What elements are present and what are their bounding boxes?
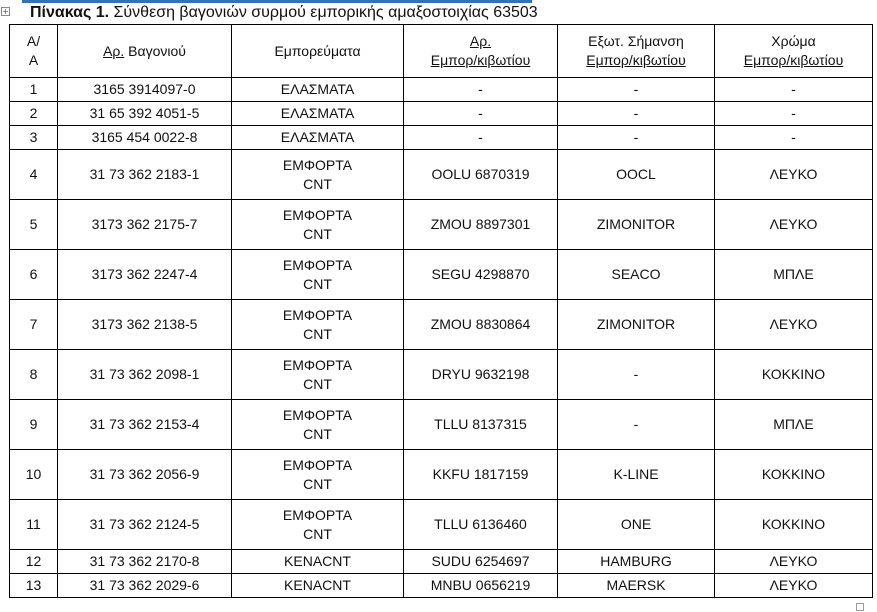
cell-wagon: 31 73 362 2183-1 xyxy=(58,150,232,200)
cell-container: KKFU 1817159 xyxy=(404,450,558,500)
cell-color: ΛΕΥΚΟ xyxy=(715,574,873,598)
cell-marking: K-LINE xyxy=(558,450,715,500)
caption-text: Σύνθεση βαγονιών συρμού εμπορικής αμαξοστοιχίας 63503 xyxy=(113,4,538,21)
cell-container: OOLU 6870319 xyxy=(404,150,558,200)
table-row xyxy=(10,450,873,500)
cell-color: ΛΕΥΚΟ xyxy=(715,300,873,350)
cell-wagon: 3173 362 2138-5 xyxy=(58,300,232,350)
header-container-number: Αρ. Εμπορ/κιβωτίου xyxy=(404,25,558,78)
cell-container: - xyxy=(404,126,558,150)
cell-marking: - xyxy=(558,350,715,400)
cell-aa: 11 xyxy=(10,500,58,550)
cell-marking: ONE xyxy=(558,500,715,550)
cell-wagon: 31 73 362 2153-4 xyxy=(58,400,232,450)
cell-color: ΜΠΛΕ xyxy=(715,250,873,300)
cell-wagon: 3165 3914097-0 xyxy=(58,78,232,102)
cell-wagon: 3173 362 2175-7 xyxy=(58,200,232,250)
cell-goods: ΕΛΑΣΜΑΤΑ xyxy=(232,78,404,102)
cell-color: ΚΟΚΚΙΝΟ xyxy=(715,350,873,400)
cell-goods: ΕΜΦΟΡΤΑ CNT xyxy=(232,500,404,550)
cell-wagon: 31 73 362 2056-9 xyxy=(58,450,232,500)
cell-aa: 9 xyxy=(10,400,58,450)
cell-marking: SEACO xyxy=(558,250,715,300)
table-row xyxy=(10,126,873,150)
cell-marking: OOCL xyxy=(558,150,715,200)
cell-container: - xyxy=(404,78,558,102)
cell-goods: KENACNT xyxy=(232,550,404,574)
table-body xyxy=(10,78,873,598)
cell-marking: ZIMONITOR xyxy=(558,200,715,250)
table-row xyxy=(10,350,873,400)
cell-color: - xyxy=(715,126,873,150)
cell-container: MNBU 0656219 xyxy=(404,574,558,598)
table-row xyxy=(10,500,873,550)
cell-color: ΛΕΥΚΟ xyxy=(715,200,873,250)
table-move-handle[interactable]: + xyxy=(2,7,9,16)
cell-marking: MAERSK xyxy=(558,574,715,598)
cell-aa: 6 xyxy=(10,250,58,300)
cell-goods: ΕΛΑΣΜΑΤΑ xyxy=(232,102,404,126)
header-container-color: Χρώμα Εμπορ/κιβωτίου xyxy=(715,25,873,78)
cell-wagon: 3165 454 0022-8 xyxy=(58,126,232,150)
cell-marking: - xyxy=(558,78,715,102)
cell-aa: 13 xyxy=(10,574,58,598)
cell-wagon: 31 73 362 2029-6 xyxy=(58,574,232,598)
cell-color: ΚΟΚΚΙΝΟ xyxy=(715,450,873,500)
header-aa: Α/ Α xyxy=(10,25,58,78)
table-header-row xyxy=(10,25,873,78)
cell-aa: 2 xyxy=(10,102,58,126)
header-goods: Εμπορεύματα xyxy=(232,25,404,78)
cell-goods: ΕΜΦΟΡΤΑ CNT xyxy=(232,150,404,200)
cell-container: TLLU 8137315 xyxy=(404,400,558,450)
cell-wagon: 3173 362 2247-4 xyxy=(58,250,232,300)
cell-marking: - xyxy=(558,400,715,450)
cell-marking: - xyxy=(558,102,715,126)
cell-wagon: 31 73 362 2124-5 xyxy=(58,500,232,550)
cell-aa: 1 xyxy=(10,78,58,102)
table-resize-handle[interactable] xyxy=(856,603,864,611)
cell-goods: ΕΛΑΣΜΑΤΑ xyxy=(232,126,404,150)
cell-color: ΚΟΚΚΙΝΟ xyxy=(715,500,873,550)
table-row xyxy=(10,150,873,200)
table-row xyxy=(10,250,873,300)
cell-color: ΛΕΥΚΟ xyxy=(715,550,873,574)
cell-container: DRYU 9632198 xyxy=(404,350,558,400)
cell-container: SEGU 4298870 xyxy=(404,250,558,300)
cell-aa: 10 xyxy=(10,450,58,500)
cell-container: ZMOU 8897301 xyxy=(404,200,558,250)
cell-goods: KENACNT xyxy=(232,574,404,598)
cell-wagon: 31 73 362 2098-1 xyxy=(58,350,232,400)
table-row xyxy=(10,300,873,350)
cell-color: - xyxy=(715,102,873,126)
cell-wagon: 31 65 392 4051-5 xyxy=(58,102,232,126)
cell-goods: ΕΜΦΟΡΤΑ CNT xyxy=(232,400,404,450)
cell-color: ΜΠΛΕ xyxy=(715,400,873,450)
cell-marking: - xyxy=(558,126,715,150)
cell-goods: ΕΜΦΟΡΤΑ CNT xyxy=(232,250,404,300)
table-row xyxy=(10,574,873,598)
header-external-marking: Εξωτ. Σήμανση Εμπορ/κιβωτίου xyxy=(558,25,715,78)
cell-container: SUDU 6254697 xyxy=(404,550,558,574)
cell-color: - xyxy=(715,78,873,102)
table-caption xyxy=(30,3,538,23)
table-row xyxy=(10,550,873,574)
header-wagon-number: Αρ. Βαγονιού xyxy=(58,25,232,78)
cell-aa: 12 xyxy=(10,550,58,574)
wagon-composition-table xyxy=(9,24,873,598)
cell-marking: HAMBURG xyxy=(558,550,715,574)
table-row xyxy=(10,102,873,126)
cell-color: ΛΕΥΚΟ xyxy=(715,150,873,200)
cell-container: TLLU 6136460 xyxy=(404,500,558,550)
cell-wagon: 31 73 362 2170-8 xyxy=(58,550,232,574)
cell-container: - xyxy=(404,102,558,126)
caption-label: Πίνακας 1. xyxy=(30,4,110,21)
cell-goods: ΕΜΦΟΡΤΑ CNT xyxy=(232,450,404,500)
cell-aa: 3 xyxy=(10,126,58,150)
cell-aa: 8 xyxy=(10,350,58,400)
cell-aa: 7 xyxy=(10,300,58,350)
table-row xyxy=(10,200,873,250)
cell-goods: ΕΜΦΟΡΤΑ CNT xyxy=(232,300,404,350)
cell-goods: ΕΜΦΟΡΤΑ CNT xyxy=(232,200,404,250)
cell-aa: 5 xyxy=(10,200,58,250)
cell-aa: 4 xyxy=(10,150,58,200)
table-row xyxy=(10,78,873,102)
table-row xyxy=(10,400,873,450)
cell-marking: ZIMONITOR xyxy=(558,300,715,350)
cell-goods: ΕΜΦΟΡΤΑ CNT xyxy=(232,350,404,400)
cell-container: ZMOU 8830864 xyxy=(404,300,558,350)
